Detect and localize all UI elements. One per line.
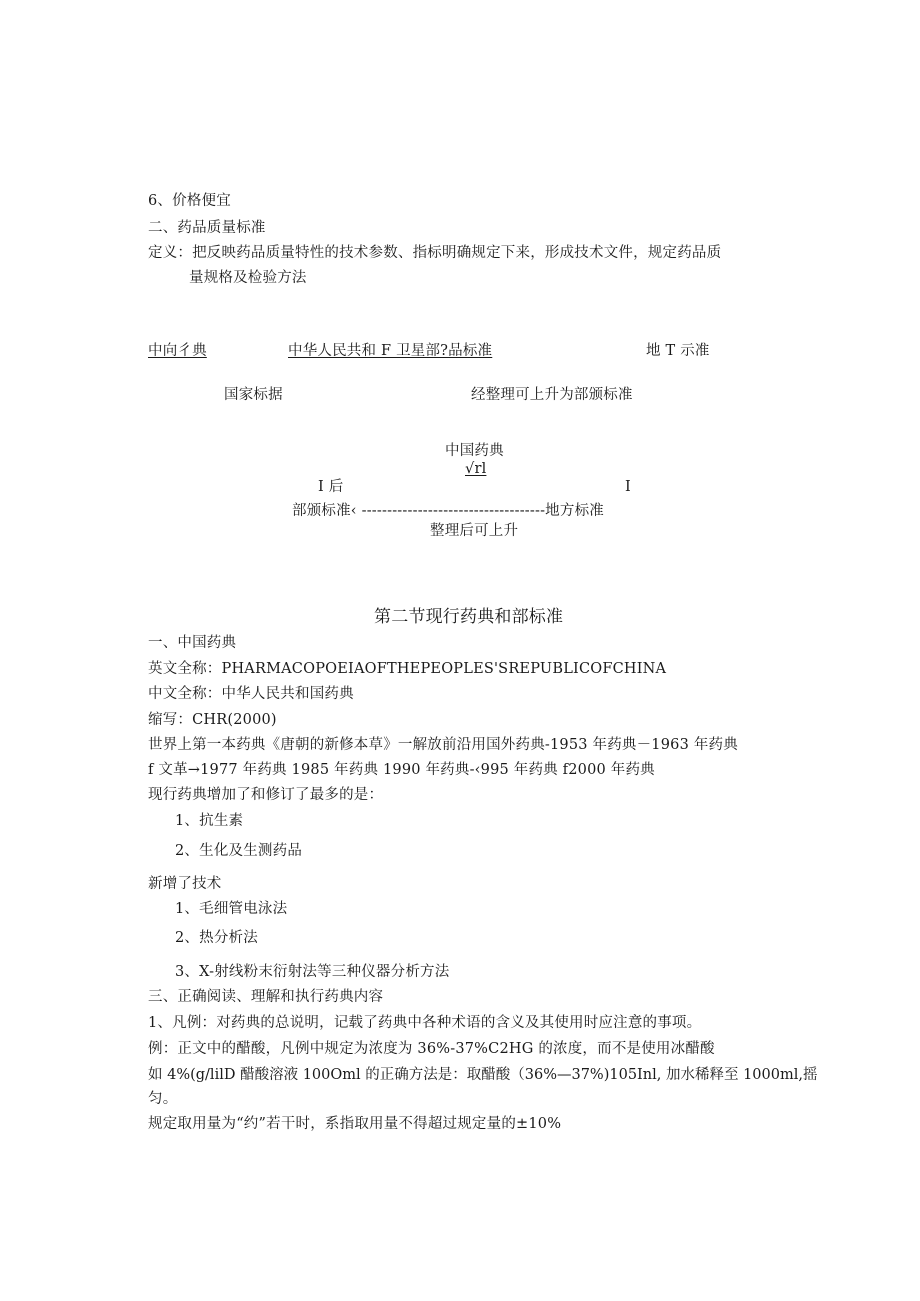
added-item: 1、抗生素 bbox=[175, 813, 244, 829]
diagram-bottom-caption: 整理后可上升 bbox=[430, 523, 519, 539]
new-tech-intro: 新增了技术 bbox=[148, 876, 222, 892]
abbreviation: 缩写：CHR(2000) bbox=[148, 712, 277, 728]
diagram-top-node: 中国药典 bbox=[445, 443, 504, 459]
diagram-row2-left: 国家标据 bbox=[224, 387, 283, 403]
diagram-row2-right: 经整理可上升为部颁标准 bbox=[471, 387, 633, 403]
definition-line-2: 量规格及检验方法 bbox=[189, 270, 307, 286]
diagram-row1-left: 中向彳典 bbox=[148, 343, 207, 359]
price-line: 6、价格便宜 bbox=[148, 193, 231, 209]
subsection-chinese-pharmacopoeia: 一、中国药典 bbox=[148, 635, 237, 651]
rule-line: 规定取用量为“约”若干时，系指取用量不得超过规定量的±10% bbox=[148, 1116, 562, 1132]
example-line-1: 例：正文中的醋酸，凡例中规定为浓度为 36%-37%C2HG 的浓度，而不是使用冰醋酸 bbox=[148, 1041, 715, 1057]
example-line-2: 如 4%(g/lilD 醋酸溶液 100Oml 的正确方法是：取醋酸（36%—37%)105Inl, 加水稀释至 1000ml,摇 bbox=[148, 1067, 818, 1083]
added-item: 2、生化及生测药品 bbox=[175, 843, 303, 859]
subsection-reading: 三、正确阅读、理解和执行药典内容 bbox=[148, 989, 384, 1005]
chinese-full-name: 中文全称：中华人民共和国药典 bbox=[148, 686, 354, 702]
added-intro: 现行药典增加了和修订了最多的是： bbox=[148, 787, 384, 803]
definition-line-1: 定义：把反映药品质量特性的技术参数、指标明确规定下来，形成技术文件，规定药品质 bbox=[148, 245, 722, 261]
history-line-1: 世界上第一本药典《唐朝的新修本草》一解放前沿用国外药典-1953 年药典－1963 年药典 bbox=[148, 737, 738, 753]
example-line-3: 匀。 bbox=[148, 1091, 178, 1107]
section-heading-quality-standard: 二、药品质量标准 bbox=[148, 220, 266, 236]
history-line-2: f 文革→1977 年药典 1985 年药典 1990 年药典-‹995 年药典 f2000 年药典 bbox=[148, 762, 655, 778]
new-tech-item: 1、毛细管电泳法 bbox=[175, 901, 288, 917]
diagram-left-mark: I 后 bbox=[318, 479, 344, 495]
english-full-name: 英文全称：PHARMACOPOEIAOFTHEPEOPLES'SREPUBLICOFCHINA bbox=[148, 661, 667, 677]
new-tech-item: 2、热分析法 bbox=[175, 930, 258, 946]
diagram-row1-right: 地 T 示准 bbox=[646, 343, 710, 359]
diagram-row1-middle: 中华人民共和 F 卫星部?品标准 bbox=[288, 343, 493, 359]
new-tech-item: 3、X-射线粉末衍射法等三种仪器分析方法 bbox=[175, 964, 450, 980]
fanli-line: 1、凡例：对药典的总说明，记载了药典中各种术语的含义及其使用时应注意的事项。 bbox=[148, 1015, 702, 1031]
diagram-right-mark: I bbox=[625, 479, 631, 495]
diagram-top-mark: √rl bbox=[465, 461, 487, 477]
diagram-bottom-arrow-line: 部颁标准‹ ------------------------------------地方标准 bbox=[292, 503, 604, 519]
section-title: 第二节现行药典和部标准 bbox=[374, 607, 564, 627]
